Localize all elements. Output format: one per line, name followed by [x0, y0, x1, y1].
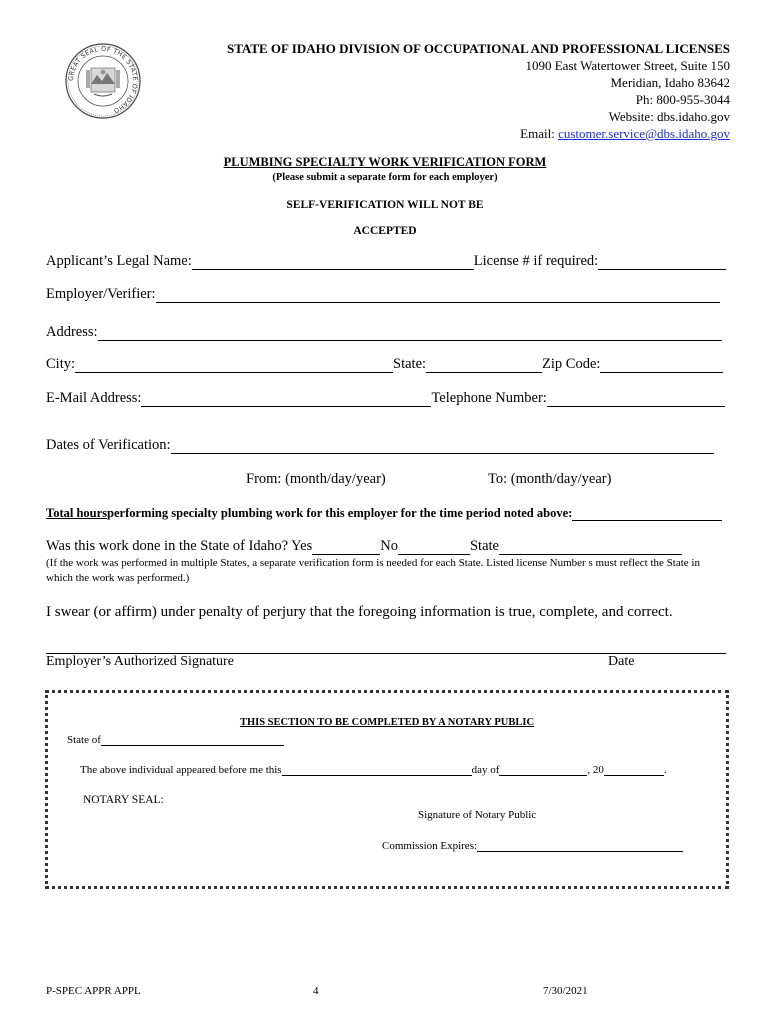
- address-field[interactable]: [98, 325, 722, 341]
- footer-date: 7/30/2021: [543, 985, 588, 997]
- notary-commission-label: Commission Expires:: [382, 840, 478, 852]
- address-label: Address:: [46, 324, 98, 340]
- license-field[interactable]: [598, 254, 726, 270]
- multi-state-note: (If the work was performed in multiple States, a separate verification form is needed for each State. Listed license Number s must reflect the State in which the work was performed.): [46, 557, 700, 584]
- from-label: From: (month/day/year): [246, 471, 386, 487]
- agency-email-label: Email:: [520, 126, 559, 141]
- city-label: City:: [46, 356, 76, 372]
- footer-page-number: 4: [313, 985, 319, 997]
- agency-address-line2: Meridian, Idaho 83642: [610, 75, 730, 90]
- agency-email-link[interactable]: customer.service@dbs.idaho.gov: [558, 126, 730, 141]
- email-row: [46, 390, 725, 407]
- dates-row: [46, 437, 714, 454]
- address-row: [46, 324, 722, 341]
- zip-field[interactable]: [600, 357, 723, 373]
- agency-website: Website: dbs.idaho.gov: [608, 109, 730, 124]
- notary-day-field[interactable]: [282, 763, 472, 776]
- total-hours-field[interactable]: [572, 507, 722, 521]
- total-hours-underlined: Total hours: [46, 506, 108, 520]
- notary-month-field[interactable]: [499, 763, 587, 776]
- footer-form-code: P-SPEC APPR APPL: [46, 985, 141, 997]
- agency-email-line: [227, 125, 730, 142]
- notary-year-prefix: , 20: [587, 764, 604, 776]
- agency-header: [227, 40, 730, 142]
- self-verification-notice: SELF-VERIFICATION WILL NOT BE: [286, 199, 484, 211]
- state-label: State:: [393, 356, 427, 372]
- telephone-label: Telephone Number:: [431, 390, 547, 406]
- agency-address-line1: 1090 East Watertower Street, Suite 150: [525, 58, 730, 73]
- employer-label: Employer/Verifier:: [46, 286, 156, 302]
- notary-state-label: State of: [67, 734, 101, 746]
- notary-year-field[interactable]: [604, 763, 664, 776]
- form-title: PLUMBING SPECIALTY WORK VERIFICATION FORM: [223, 155, 547, 169]
- employer-field[interactable]: [156, 287, 720, 303]
- telephone-field[interactable]: [547, 391, 725, 407]
- dates-field[interactable]: [171, 438, 714, 454]
- notary-day-of-label: day of: [471, 764, 500, 776]
- employer-row: [46, 286, 720, 303]
- perjury-statement: I swear (or affirm) under penalty of perjury that the foregoing information is true, complete, and correct.: [46, 604, 673, 620]
- notary-period: .: [663, 764, 667, 776]
- notary-seal-label: NOTARY SEAL:: [83, 794, 164, 806]
- notary-signature-label: Signature of Notary Public: [418, 809, 537, 821]
- applicant-row: [46, 253, 726, 270]
- city-field[interactable]: [75, 357, 393, 373]
- notary-state-row: [67, 733, 284, 746]
- state-field[interactable]: [426, 357, 542, 373]
- no-label: No: [380, 538, 398, 554]
- legal-name-field[interactable]: [192, 254, 474, 270]
- agency-title: STATE OF IDAHO DIVISION OF OCCUPATIONAL AND PROFESSIONAL LICENSES: [226, 41, 730, 56]
- notary-commission-row: [382, 839, 683, 852]
- total-hours-row: [46, 506, 722, 521]
- notary-commission-field[interactable]: [477, 839, 683, 852]
- signature-date-label: Date: [608, 654, 635, 669]
- idaho-question-row: [46, 538, 682, 555]
- employer-signature-label: Employer’s Authorized Signature: [46, 654, 234, 669]
- other-state-field[interactable]: [499, 539, 682, 555]
- total-hours-label: performing specialty plumbing work for this employer for the time period noted above:: [107, 506, 573, 520]
- to-label: To: (month/day/year): [488, 471, 612, 487]
- email-label: E-Mail Address:: [46, 390, 142, 406]
- legal-name-label: Applicant’s Legal Name:: [46, 253, 192, 269]
- notary-state-field[interactable]: [101, 733, 284, 746]
- yes-field[interactable]: [312, 539, 380, 555]
- email-field[interactable]: [141, 391, 431, 407]
- zip-label: Zip Code:: [542, 356, 601, 372]
- form-subtitle: (Please submit a separate form for each employer): [272, 172, 498, 183]
- idaho-question-label: Was this work done in the State of Idaho? Yes: [46, 538, 313, 554]
- seal-text: GREAT SEAL OF THE STATE OF IDAHO: [67, 45, 139, 114]
- notary-section: [45, 690, 729, 889]
- other-state-label: State: [469, 538, 499, 554]
- notary-appeared-row: [80, 763, 667, 776]
- notary-appeared-label: The above individual appeared before me this: [80, 764, 282, 776]
- notary-section-title: THIS SECTION TO BE COMPLETED BY A NOTARY PUBLIC: [239, 717, 535, 728]
- dates-label: Dates of Verification:: [46, 437, 171, 453]
- license-label: License # if required:: [473, 253, 599, 269]
- agency-phone: Ph: 800-955-3044: [635, 92, 730, 107]
- no-field[interactable]: [398, 539, 470, 555]
- idaho-state-seal: [64, 42, 142, 120]
- accepted-notice: ACCEPTED: [353, 225, 417, 237]
- city-row: [46, 356, 723, 373]
